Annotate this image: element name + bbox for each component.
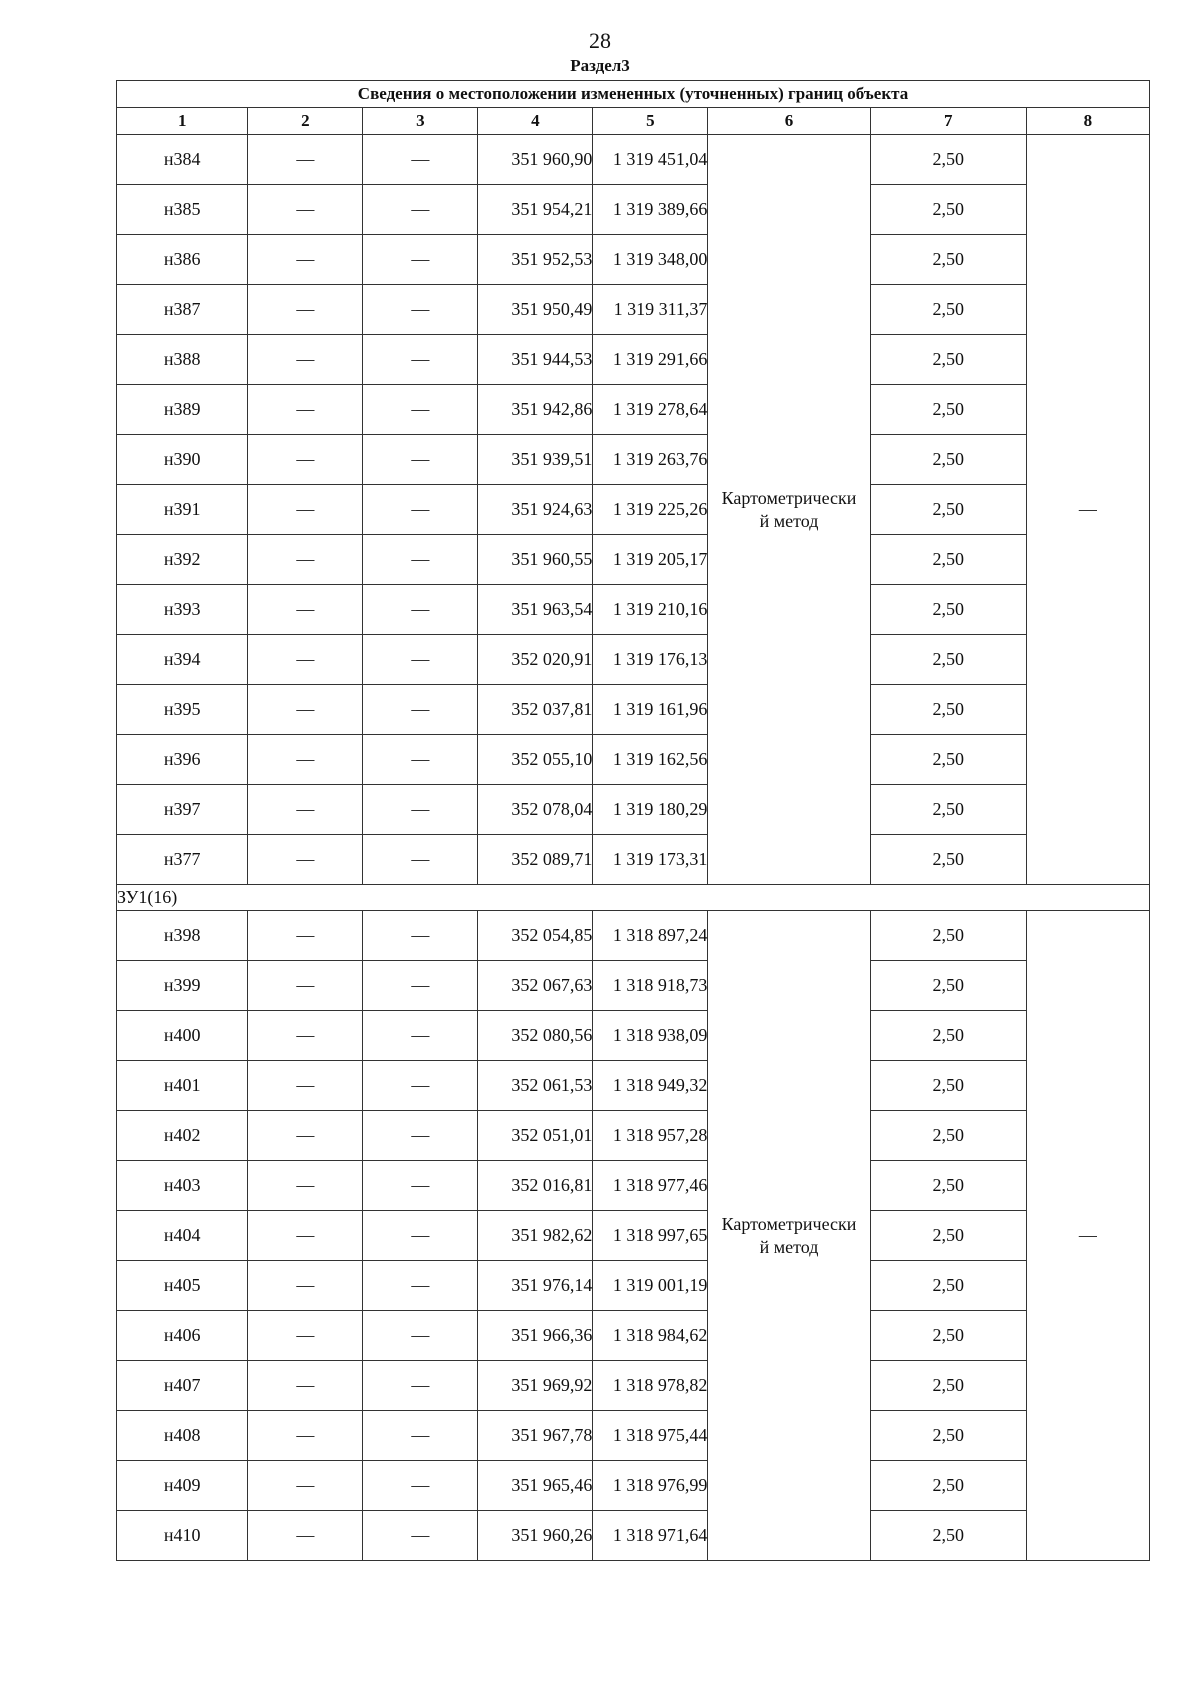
point-name-cell: н385	[117, 185, 248, 235]
table-row	[117, 1011, 1150, 1061]
precision-cell: 2,50	[870, 1061, 1026, 1111]
column-header: 8	[1026, 108, 1149, 135]
x-coordinate-cell: 352 016,81	[478, 1161, 593, 1211]
col3-cell: —	[363, 1411, 478, 1461]
table-row	[117, 785, 1150, 835]
col2-cell: —	[248, 535, 363, 585]
col2-cell: —	[248, 1511, 363, 1561]
table-row	[117, 1461, 1150, 1511]
table-row	[117, 1211, 1150, 1261]
precision-cell: 2,50	[870, 635, 1026, 685]
precision-cell: 2,50	[870, 1311, 1026, 1361]
point-name-cell: н402	[117, 1111, 248, 1161]
point-name-cell: н398	[117, 911, 248, 961]
table-row	[117, 585, 1150, 635]
y-coordinate-cell: 1 318 897,24	[593, 911, 708, 961]
table-row	[117, 1511, 1150, 1561]
col3-cell: —	[363, 535, 478, 585]
y-coordinate-cell: 1 319 162,56	[593, 735, 708, 785]
table-row	[117, 1111, 1150, 1161]
col2-cell: —	[248, 1211, 363, 1261]
col3-cell: —	[363, 1011, 478, 1061]
table-row	[117, 635, 1150, 685]
col2-cell: —	[248, 1161, 363, 1211]
x-coordinate-cell: 351 966,36	[478, 1311, 593, 1361]
col3-cell: —	[363, 911, 478, 961]
point-name-cell: н388	[117, 335, 248, 385]
y-coordinate-cell: 1 319 451,04	[593, 135, 708, 185]
col3-cell: —	[363, 1361, 478, 1411]
col3-cell: —	[363, 285, 478, 335]
col2-cell: —	[248, 1361, 363, 1411]
col2-cell: —	[248, 835, 363, 885]
column-header: 5	[593, 108, 708, 135]
x-coordinate-cell: 352 067,63	[478, 961, 593, 1011]
table-row	[117, 1311, 1150, 1361]
x-coordinate-cell: 352 078,04	[478, 785, 593, 835]
x-coordinate-cell: 351 960,55	[478, 535, 593, 585]
col3-cell: —	[363, 435, 478, 485]
col2-cell: —	[248, 585, 363, 635]
x-coordinate-cell: 351 954,21	[478, 185, 593, 235]
precision-cell: 2,50	[870, 735, 1026, 785]
point-name-cell: н401	[117, 1061, 248, 1111]
precision-cell: 2,50	[870, 1111, 1026, 1161]
x-coordinate-cell: 351 942,86	[478, 385, 593, 435]
precision-cell: 2,50	[870, 961, 1026, 1011]
table-row	[117, 835, 1150, 885]
x-coordinate-cell: 351 963,54	[478, 585, 593, 635]
col3-cell: —	[363, 961, 478, 1011]
method-cell	[708, 135, 870, 885]
point-name-cell: н399	[117, 961, 248, 1011]
x-coordinate-cell: 352 089,71	[478, 835, 593, 885]
table-row	[117, 335, 1150, 385]
y-coordinate-cell: 1 319 176,13	[593, 635, 708, 685]
point-name-cell: н389	[117, 385, 248, 435]
point-name-cell: н393	[117, 585, 248, 635]
col2-cell: —	[248, 285, 363, 335]
table-row	[117, 735, 1150, 785]
table-row	[117, 1161, 1150, 1211]
precision-cell: 2,50	[870, 535, 1026, 585]
table-row	[117, 685, 1150, 735]
table-row	[117, 235, 1150, 285]
x-coordinate-cell: 352 055,10	[478, 735, 593, 785]
point-name-cell: н409	[117, 1461, 248, 1511]
column-header: 1	[117, 108, 248, 135]
y-coordinate-cell: 1 319 225,26	[593, 485, 708, 535]
col3-cell: —	[363, 335, 478, 385]
table-row	[117, 1411, 1150, 1461]
precision-cell: 2,50	[870, 1261, 1026, 1311]
precision-cell: 2,50	[870, 235, 1026, 285]
y-coordinate-cell: 1 318 957,28	[593, 1111, 708, 1161]
col3-cell: —	[363, 835, 478, 885]
col3-cell: —	[363, 235, 478, 285]
point-name-cell: н405	[117, 1261, 248, 1311]
col2-cell: —	[248, 385, 363, 435]
precision-cell: 2,50	[870, 785, 1026, 835]
x-coordinate-cell: 352 051,01	[478, 1111, 593, 1161]
point-name-cell: н406	[117, 1311, 248, 1361]
col3-cell: —	[363, 1061, 478, 1111]
col2-cell: —	[248, 1311, 363, 1361]
point-name-cell: н392	[117, 535, 248, 585]
x-coordinate-cell: 351 950,49	[478, 285, 593, 335]
col2-cell: —	[248, 911, 363, 961]
column-header: 7	[870, 108, 1026, 135]
point-name-cell: н410	[117, 1511, 248, 1561]
y-coordinate-cell: 1 319 278,64	[593, 385, 708, 435]
group-label: ЗУ1(16)	[117, 885, 1150, 911]
column-header-row	[117, 108, 1150, 135]
table-row	[117, 911, 1150, 961]
col8-cell: —	[1026, 135, 1149, 885]
point-name-cell: н384	[117, 135, 248, 185]
col2-cell: —	[248, 185, 363, 235]
column-header: 2	[248, 108, 363, 135]
precision-cell: 2,50	[870, 1211, 1026, 1261]
point-name-cell: н407	[117, 1361, 248, 1411]
column-header: 3	[363, 108, 478, 135]
col3-cell: —	[363, 1461, 478, 1511]
y-coordinate-cell: 1 319 180,29	[593, 785, 708, 835]
precision-cell: 2,50	[870, 1011, 1026, 1061]
x-coordinate-cell: 352 054,85	[478, 911, 593, 961]
x-coordinate-cell: 352 080,56	[478, 1011, 593, 1061]
point-name-cell: н400	[117, 1011, 248, 1061]
x-coordinate-cell: 351 982,62	[478, 1211, 593, 1261]
precision-cell: 2,50	[870, 335, 1026, 385]
col3-cell: —	[363, 735, 478, 785]
precision-cell: 2,50	[870, 835, 1026, 885]
col2-cell: —	[248, 961, 363, 1011]
col2-cell: —	[248, 635, 363, 685]
y-coordinate-cell: 1 318 977,46	[593, 1161, 708, 1211]
col2-cell: —	[248, 485, 363, 535]
x-coordinate-cell: 351 976,14	[478, 1261, 593, 1311]
y-coordinate-cell: 1 319 389,66	[593, 185, 708, 235]
col2-cell: —	[248, 1061, 363, 1111]
group-label-row	[117, 885, 1150, 911]
col2-cell: —	[248, 235, 363, 285]
col3-cell: —	[363, 385, 478, 435]
x-coordinate-cell: 351 960,26	[478, 1511, 593, 1561]
table-row	[117, 535, 1150, 585]
col3-cell: —	[363, 635, 478, 685]
point-name-cell: н408	[117, 1411, 248, 1461]
x-coordinate-cell: 351 967,78	[478, 1411, 593, 1461]
y-coordinate-cell: 1 318 971,64	[593, 1511, 708, 1561]
col3-cell: —	[363, 1511, 478, 1561]
x-coordinate-cell: 352 020,91	[478, 635, 593, 685]
point-name-cell: н377	[117, 835, 248, 885]
y-coordinate-cell: 1 319 210,16	[593, 585, 708, 635]
y-coordinate-cell: 1 318 978,82	[593, 1361, 708, 1411]
page-number: 28	[589, 28, 611, 53]
table-row	[117, 1061, 1150, 1111]
col2-cell: —	[248, 1411, 363, 1461]
col2-cell: —	[248, 1011, 363, 1061]
precision-cell: 2,50	[870, 485, 1026, 535]
method-line: й метод	[759, 510, 819, 531]
x-coordinate-cell: 351 939,51	[478, 435, 593, 485]
y-coordinate-cell: 1 319 161,96	[593, 685, 708, 735]
precision-cell: 2,50	[870, 435, 1026, 485]
col2-cell: —	[248, 1111, 363, 1161]
precision-cell: 2,50	[870, 1461, 1026, 1511]
col2-cell: —	[248, 1461, 363, 1511]
col3-cell: —	[363, 185, 478, 235]
col2-cell: —	[248, 785, 363, 835]
col3-cell: —	[363, 1261, 478, 1311]
y-coordinate-cell: 1 318 976,99	[593, 1461, 708, 1511]
method-line: Картометрически	[721, 1213, 857, 1234]
x-coordinate-cell: 351 952,53	[478, 235, 593, 285]
y-coordinate-cell: 1 318 997,65	[593, 1211, 708, 1261]
point-name-cell: н403	[117, 1161, 248, 1211]
col3-cell: —	[363, 485, 478, 535]
point-name-cell: н387	[117, 285, 248, 335]
col3-cell: —	[363, 585, 478, 635]
col3-cell: —	[363, 1311, 478, 1361]
y-coordinate-cell: 1 318 918,73	[593, 961, 708, 1011]
y-coordinate-cell: 1 318 975,44	[593, 1411, 708, 1461]
table-row	[117, 385, 1150, 435]
col2-cell: —	[248, 335, 363, 385]
col2-cell: —	[248, 435, 363, 485]
x-coordinate-cell: 351 965,46	[478, 1461, 593, 1511]
y-coordinate-cell: 1 319 173,31	[593, 835, 708, 885]
y-coordinate-cell: 1 318 984,62	[593, 1311, 708, 1361]
table-row	[117, 961, 1150, 1011]
y-coordinate-cell: 1 318 949,32	[593, 1061, 708, 1111]
col3-cell: —	[363, 785, 478, 835]
x-coordinate-cell: 351 924,63	[478, 485, 593, 535]
column-header: 6	[708, 108, 870, 135]
column-header: 4	[478, 108, 593, 135]
method-line: Картометрически	[721, 487, 857, 508]
y-coordinate-cell: 1 319 205,17	[593, 535, 708, 585]
y-coordinate-cell: 1 319 001,19	[593, 1261, 708, 1311]
point-name-cell: н390	[117, 435, 248, 485]
point-name-cell: н397	[117, 785, 248, 835]
col3-cell: —	[363, 1211, 478, 1261]
precision-cell: 2,50	[870, 185, 1026, 235]
method-line: й метод	[759, 1236, 819, 1257]
precision-cell: 2,50	[870, 1511, 1026, 1561]
precision-cell: 2,50	[870, 385, 1026, 435]
table-row	[117, 285, 1150, 335]
x-coordinate-cell: 352 037,81	[478, 685, 593, 735]
table-row	[117, 1361, 1150, 1411]
point-name-cell: н395	[117, 685, 248, 735]
precision-cell: 2,50	[870, 285, 1026, 335]
col2-cell: —	[248, 1261, 363, 1311]
col3-cell: —	[363, 1111, 478, 1161]
precision-cell: 2,50	[870, 585, 1026, 635]
precision-cell: 2,50	[870, 1411, 1026, 1461]
y-coordinate-cell: 1 319 263,76	[593, 435, 708, 485]
precision-cell: 2,50	[870, 1361, 1026, 1411]
point-name-cell: н386	[117, 235, 248, 285]
table-row	[117, 135, 1150, 185]
table-row	[117, 435, 1150, 485]
col3-cell: —	[363, 1161, 478, 1211]
section-title: Раздел3	[570, 56, 630, 75]
table-row	[117, 485, 1150, 535]
col8-cell: —	[1026, 911, 1149, 1561]
precision-cell: 2,50	[870, 911, 1026, 961]
coordinates-table	[116, 80, 1150, 1561]
y-coordinate-cell: 1 319 348,00	[593, 235, 708, 285]
x-coordinate-cell: 352 061,53	[478, 1061, 593, 1111]
col2-cell: —	[248, 135, 363, 185]
point-name-cell: н394	[117, 635, 248, 685]
y-coordinate-cell: 1 319 291,66	[593, 335, 708, 385]
col2-cell: —	[248, 685, 363, 735]
precision-cell: 2,50	[870, 685, 1026, 735]
table-row	[117, 1261, 1150, 1311]
point-name-cell: н396	[117, 735, 248, 785]
y-coordinate-cell: 1 319 311,37	[593, 285, 708, 335]
col3-cell: —	[363, 685, 478, 735]
table-row	[117, 185, 1150, 235]
x-coordinate-cell: 351 969,92	[478, 1361, 593, 1411]
col2-cell: —	[248, 735, 363, 785]
x-coordinate-cell: 351 960,90	[478, 135, 593, 185]
precision-cell: 2,50	[870, 1161, 1026, 1211]
precision-cell: 2,50	[870, 135, 1026, 185]
x-coordinate-cell: 351 944,53	[478, 335, 593, 385]
y-coordinate-cell: 1 318 938,09	[593, 1011, 708, 1061]
point-name-cell: н391	[117, 485, 248, 535]
point-name-cell: н404	[117, 1211, 248, 1261]
table-body	[117, 135, 1150, 1561]
method-cell	[708, 911, 870, 1561]
table-caption: Сведения о местоположении измененных (уточненных) границ объекта	[117, 81, 1150, 108]
col3-cell: —	[363, 135, 478, 185]
